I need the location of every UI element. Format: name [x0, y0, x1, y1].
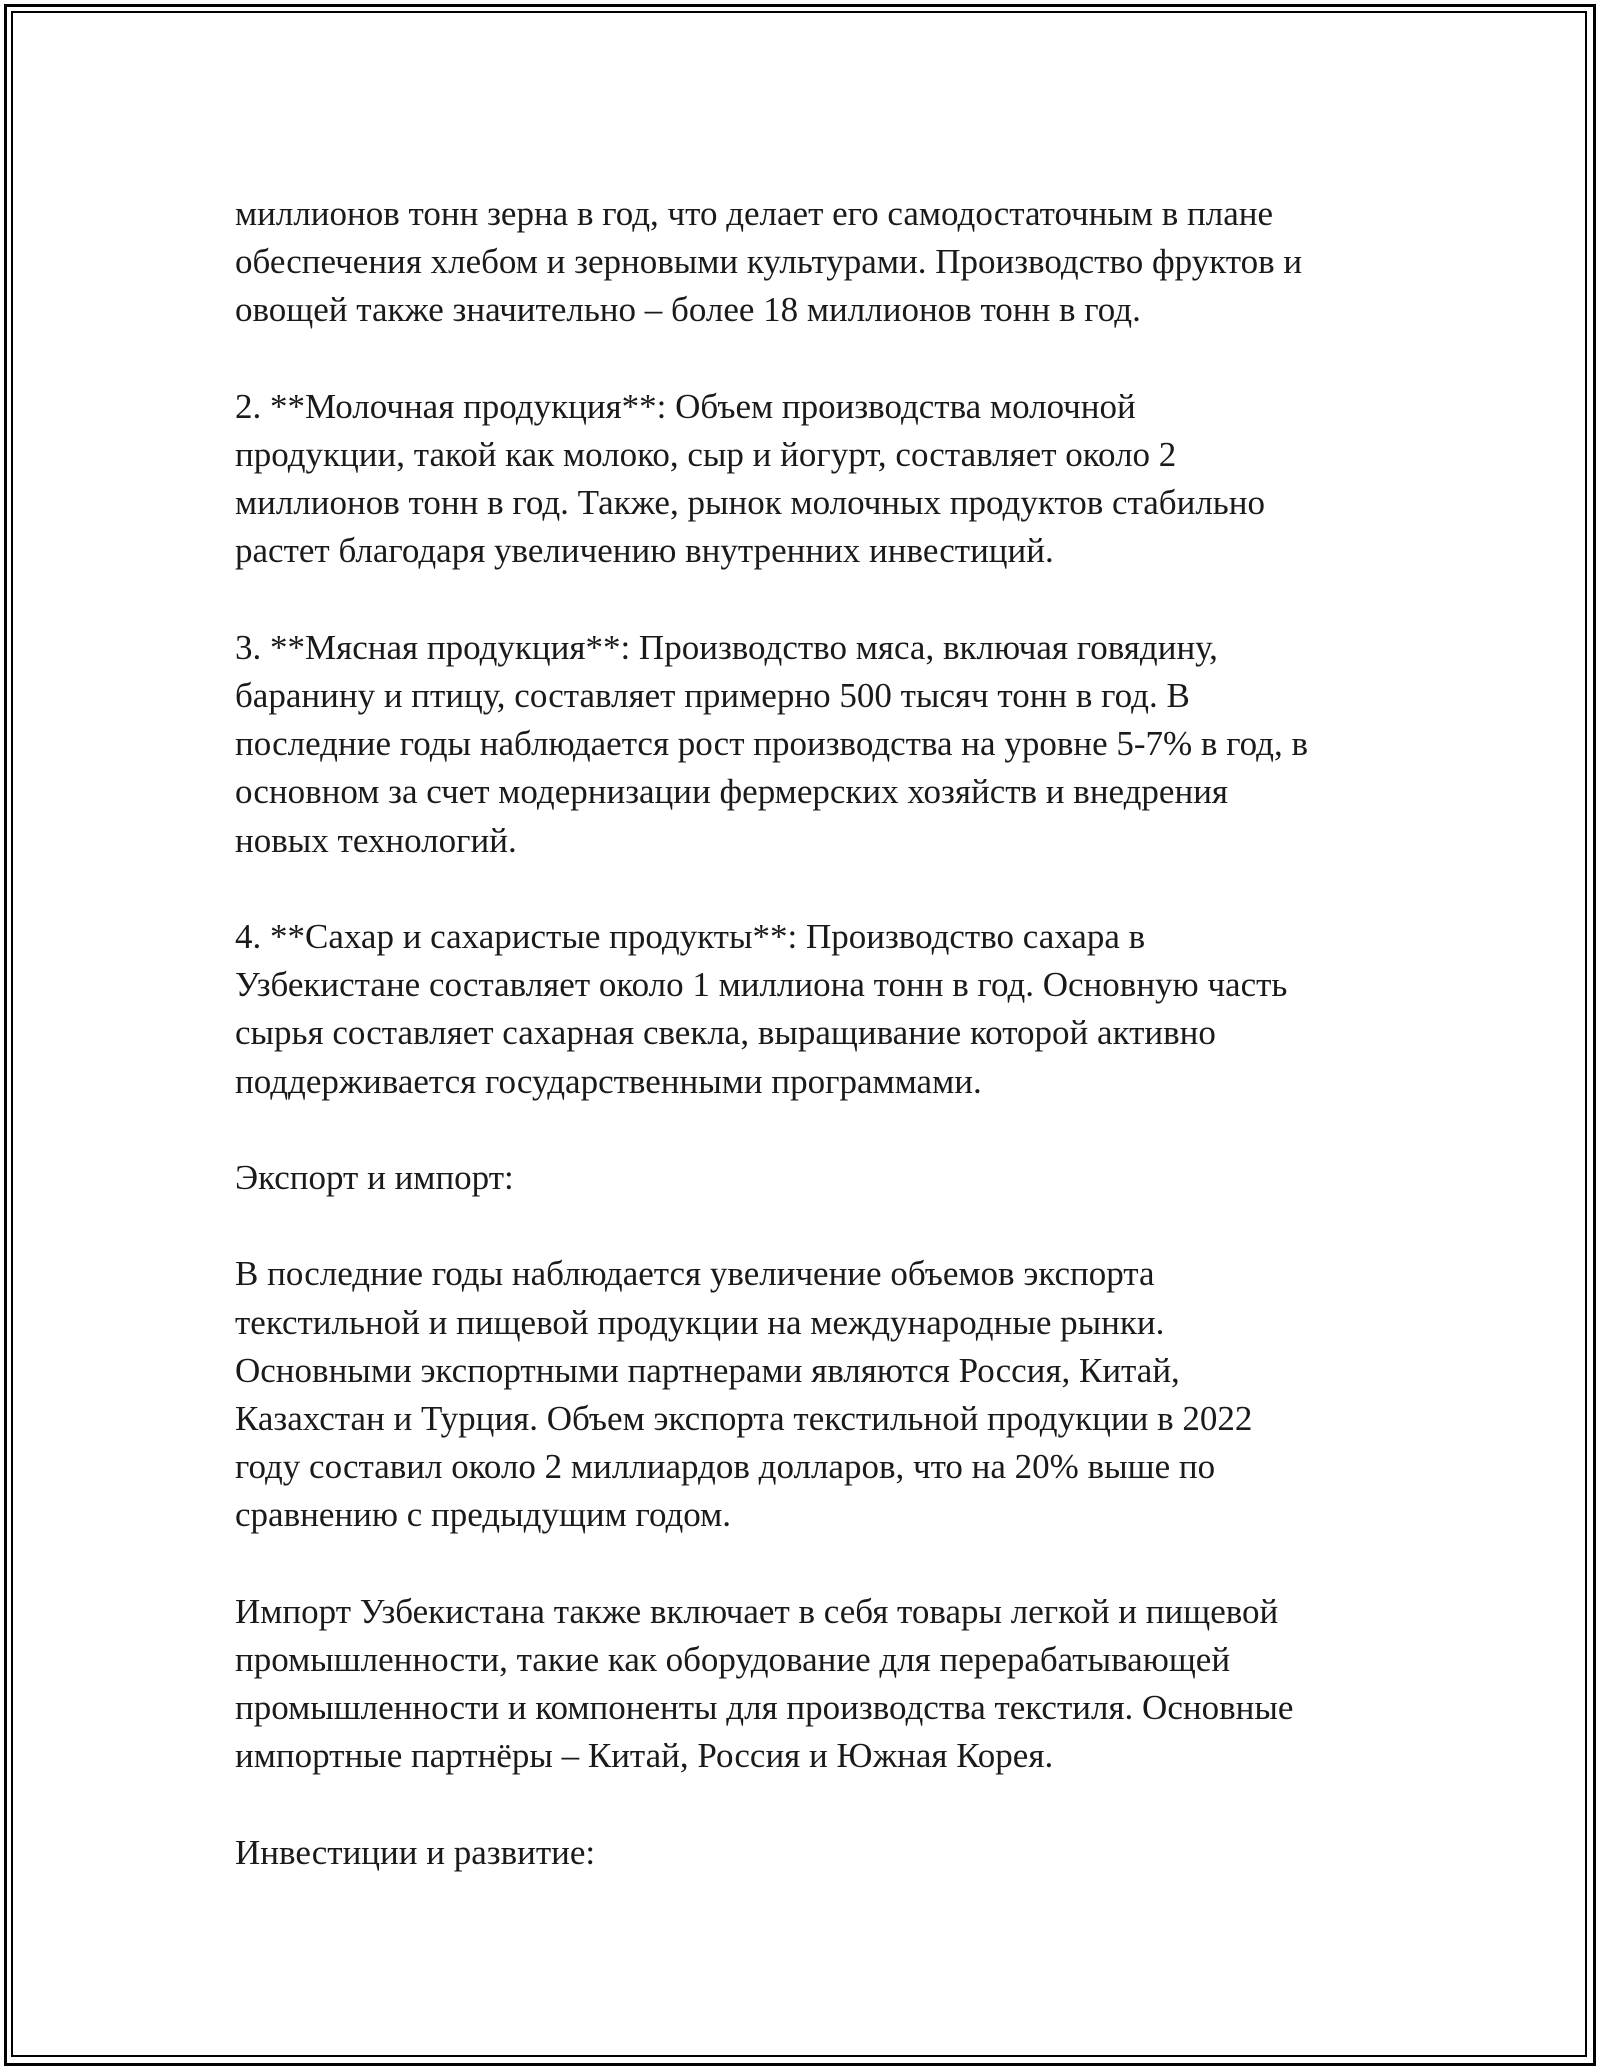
text-line: Казахстан и Турция. Объем экспорта текстильной продукции в 2022 — [235, 1399, 1253, 1438]
text-line: 3. **Мясная продукция**: Производство мяса, включая говядину, — [235, 627, 1218, 667]
document-body — [235, 190, 1385, 1925]
paragraph-export — [235, 1250, 1385, 1539]
text-line: Экспорт и импорт: — [235, 1158, 514, 1197]
paragraph-grain-production — [235, 190, 1385, 335]
section-heading-export-import — [235, 1154, 1385, 1202]
text-line: поддерживается государственными программами. — [235, 1061, 982, 1101]
text-line: 4. **Сахар и сахаристые продукты**: Производство сахара в — [235, 917, 1146, 956]
text-line: промышленности, такие как оборудование для перерабатывающей — [235, 1640, 1231, 1679]
paragraph-dairy-products — [235, 383, 1385, 576]
text-line: Импорт Узбекистана также включает в себя товары легкой и пищевой — [235, 1591, 1279, 1631]
text-line: импортные партнёры – Китай, Россия и Южная Корея. — [235, 1736, 1054, 1776]
paragraph-import — [235, 1588, 1385, 1781]
text-line: миллионов тонн в год. Также, рынок молочных продуктов стабильно — [235, 483, 1265, 523]
text-line: промышленности и компоненты для производства текстиля. Основные — [235, 1688, 1294, 1728]
paragraph-meat-products — [235, 624, 1385, 865]
text-line: В последние годы наблюдается увеличение объемов экспорта — [235, 1254, 1155, 1294]
text-line: Узбекистане составляет около 1 миллиона тонн в год. Основную часть — [235, 965, 1288, 1005]
text-line: сравнению с предыдущим годом. — [235, 1495, 732, 1535]
text-line: последние годы наблюдается рост производства на уровне 5-7% в год, в — [235, 724, 1309, 764]
paragraph-sugar-products — [235, 913, 1385, 1106]
text-line: основном за счет модернизации фермерских хозяйств и внедрения — [235, 772, 1229, 812]
text-line: сырья составляет сахарная свекла, выращивание которой активно — [235, 1013, 1216, 1053]
text-line: Инвестиции и развитие: — [235, 1832, 596, 1872]
text-line: миллионов тонн зерна в год, что делает его самодостаточным в плане — [235, 194, 1274, 233]
text-line: растет благодаря увеличению внутренних инвестиций. — [235, 531, 1054, 571]
text-line: обеспечения хлебом и зерновыми культурами. Производство фруктов и — [235, 242, 1303, 282]
text-line: текстильной и пищевой продукции на международные рынки. — [235, 1302, 1165, 1342]
text-line: овощей также значительно – более 18 миллионов тонн в год. — [235, 290, 1141, 330]
text-line: новых технологий. — [235, 820, 517, 860]
section-heading-investment — [235, 1829, 1385, 1877]
text-line: 2. **Молочная продукция**: Объем производства молочной — [235, 386, 1136, 426]
text-line: баранину и птицу, составляет примерно 500 тысяч тонн в год. В — [235, 676, 1190, 715]
text-line: году составил около 2 миллиардов долларов, что на 20% выше по — [235, 1447, 1216, 1487]
text-line: Основными экспортными партнерами являются Россия, Китай, — [235, 1350, 1180, 1390]
text-line: продукции, такой как молоко, сыр и йогурт, составляет около 2 — [235, 435, 1177, 474]
